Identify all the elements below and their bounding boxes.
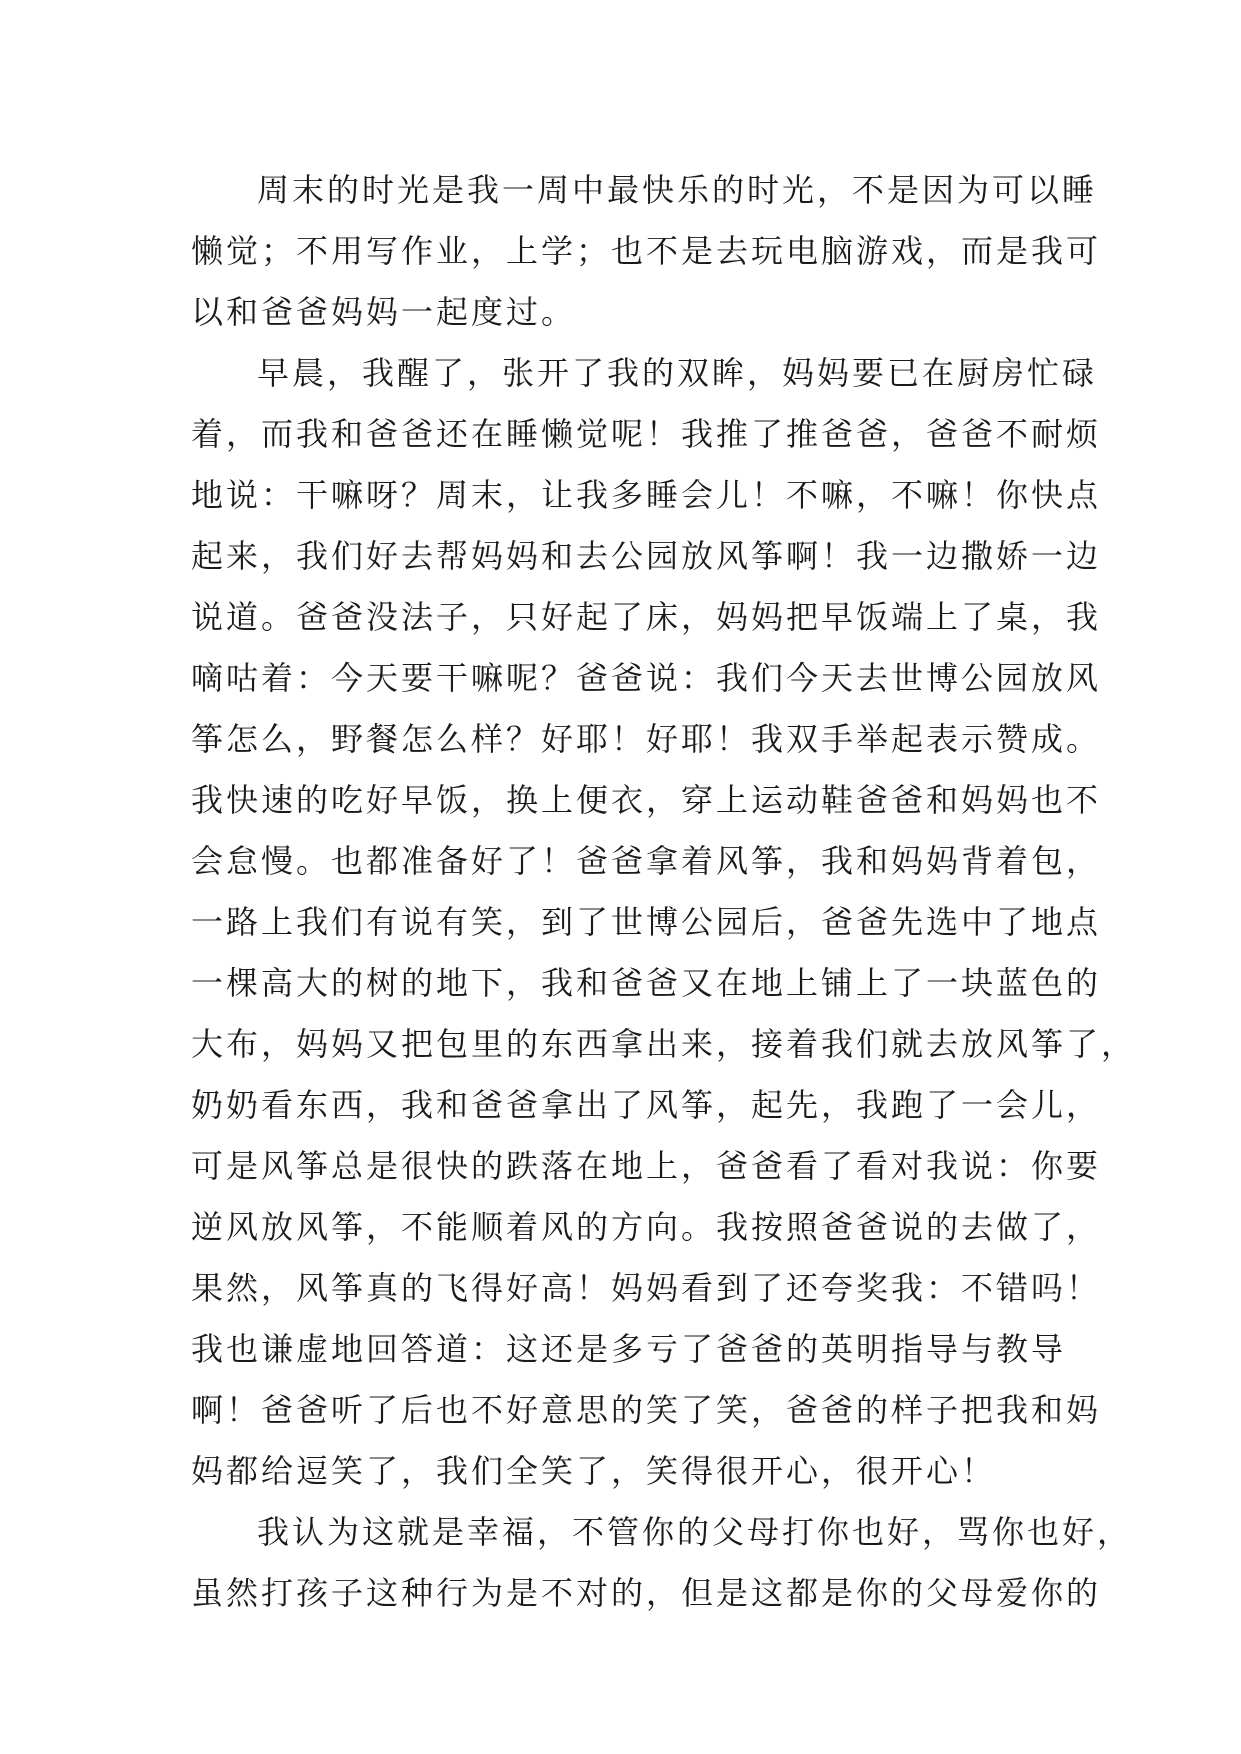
document-body (191, 160, 1137, 1624)
text-line: 筝怎么，野餐怎么样？好耶！好耶！我双手举起表示赞成。 (191, 720, 1102, 758)
text-line: 妈都给逗笑了，我们全笑了，笑得很开心，很开心！ (191, 1452, 997, 1490)
text-line: 会怠慢。也都准备好了！爸爸拿着风筝，我和妈妈背着包， (191, 842, 1102, 880)
text-line: 以和爸爸妈妈一起度过。 (191, 293, 577, 331)
text-line: 大布，妈妈又把包里的东西拿出来，接着我们就去放风筝了， (191, 1025, 1137, 1063)
text-line: 一路上我们有说有笑，到了世博公园后，爸爸先选中了地点 (191, 903, 1102, 941)
text-line: 起来，我们好去帮妈妈和去公园放风筝啊！我一边撒娇一边 (191, 537, 1102, 575)
text-line: 着，而我和爸爸还在睡懒觉呢！我推了推爸爸，爸爸不耐烦 (191, 415, 1102, 453)
paragraph-3 (191, 1502, 1133, 1624)
text-line: 早晨，我醒了，张开了我的双眸，妈妈要已在厨房忙碌 (257, 354, 1098, 392)
text-line: 说道。爸爸没法子，只好起了床，妈妈把早饭端上了桌，我 (191, 598, 1102, 636)
text-line: 啊！爸爸听了后也不好意思的笑了笑，爸爸的样子把我和妈 (191, 1391, 1102, 1429)
text-line: 我快速的吃好早饭，换上便衣，穿上运动鞋爸爸和妈妈也不 (191, 781, 1102, 819)
text-line: 我认为这就是幸福，不管你的父母打你也好，骂你也好， (257, 1513, 1133, 1551)
text-line: 我也谦虚地回答道：这还是多亏了爸爸的英明指导与教导 (191, 1330, 1067, 1368)
text-line: 逆风放风筝，不能顺着风的方向。我按照爸爸说的去做了， (191, 1208, 1102, 1246)
text-line: 周末的时光是我一周中最快乐的时光，不是因为可以睡 (257, 171, 1098, 209)
text-line: 地说：干嘛呀？周末，让我多睡会儿！不嘛，不嘛！你快点 (191, 476, 1102, 514)
text-line: 果然，风筝真的飞得好高！妈妈看到了还夸奖我：不错吗！ (191, 1269, 1102, 1307)
text-line: 懒觉；不用写作业，上学；也不是去玩电脑游戏，而是我可 (191, 232, 1102, 270)
text-line: 可是风筝总是很快的跌落在地上，爸爸看了看对我说：你要 (191, 1147, 1102, 1185)
text-line: 奶奶看东西，我和爸爸拿出了风筝，起先，我跑了一会儿， (191, 1086, 1102, 1124)
paragraph-1 (191, 160, 1102, 343)
text-line: 嘀咕着：今天要干嘛呢？爸爸说：我们今天去世博公园放风 (191, 659, 1102, 697)
paragraph-2 (191, 343, 1137, 1502)
text-line: 虽然打孩子这种行为是不对的，但是这都是你的父母爱你的 (191, 1574, 1102, 1612)
text-line: 一棵高大的树的地下，我和爸爸又在地上铺上了一块蓝色的 (191, 964, 1102, 1002)
